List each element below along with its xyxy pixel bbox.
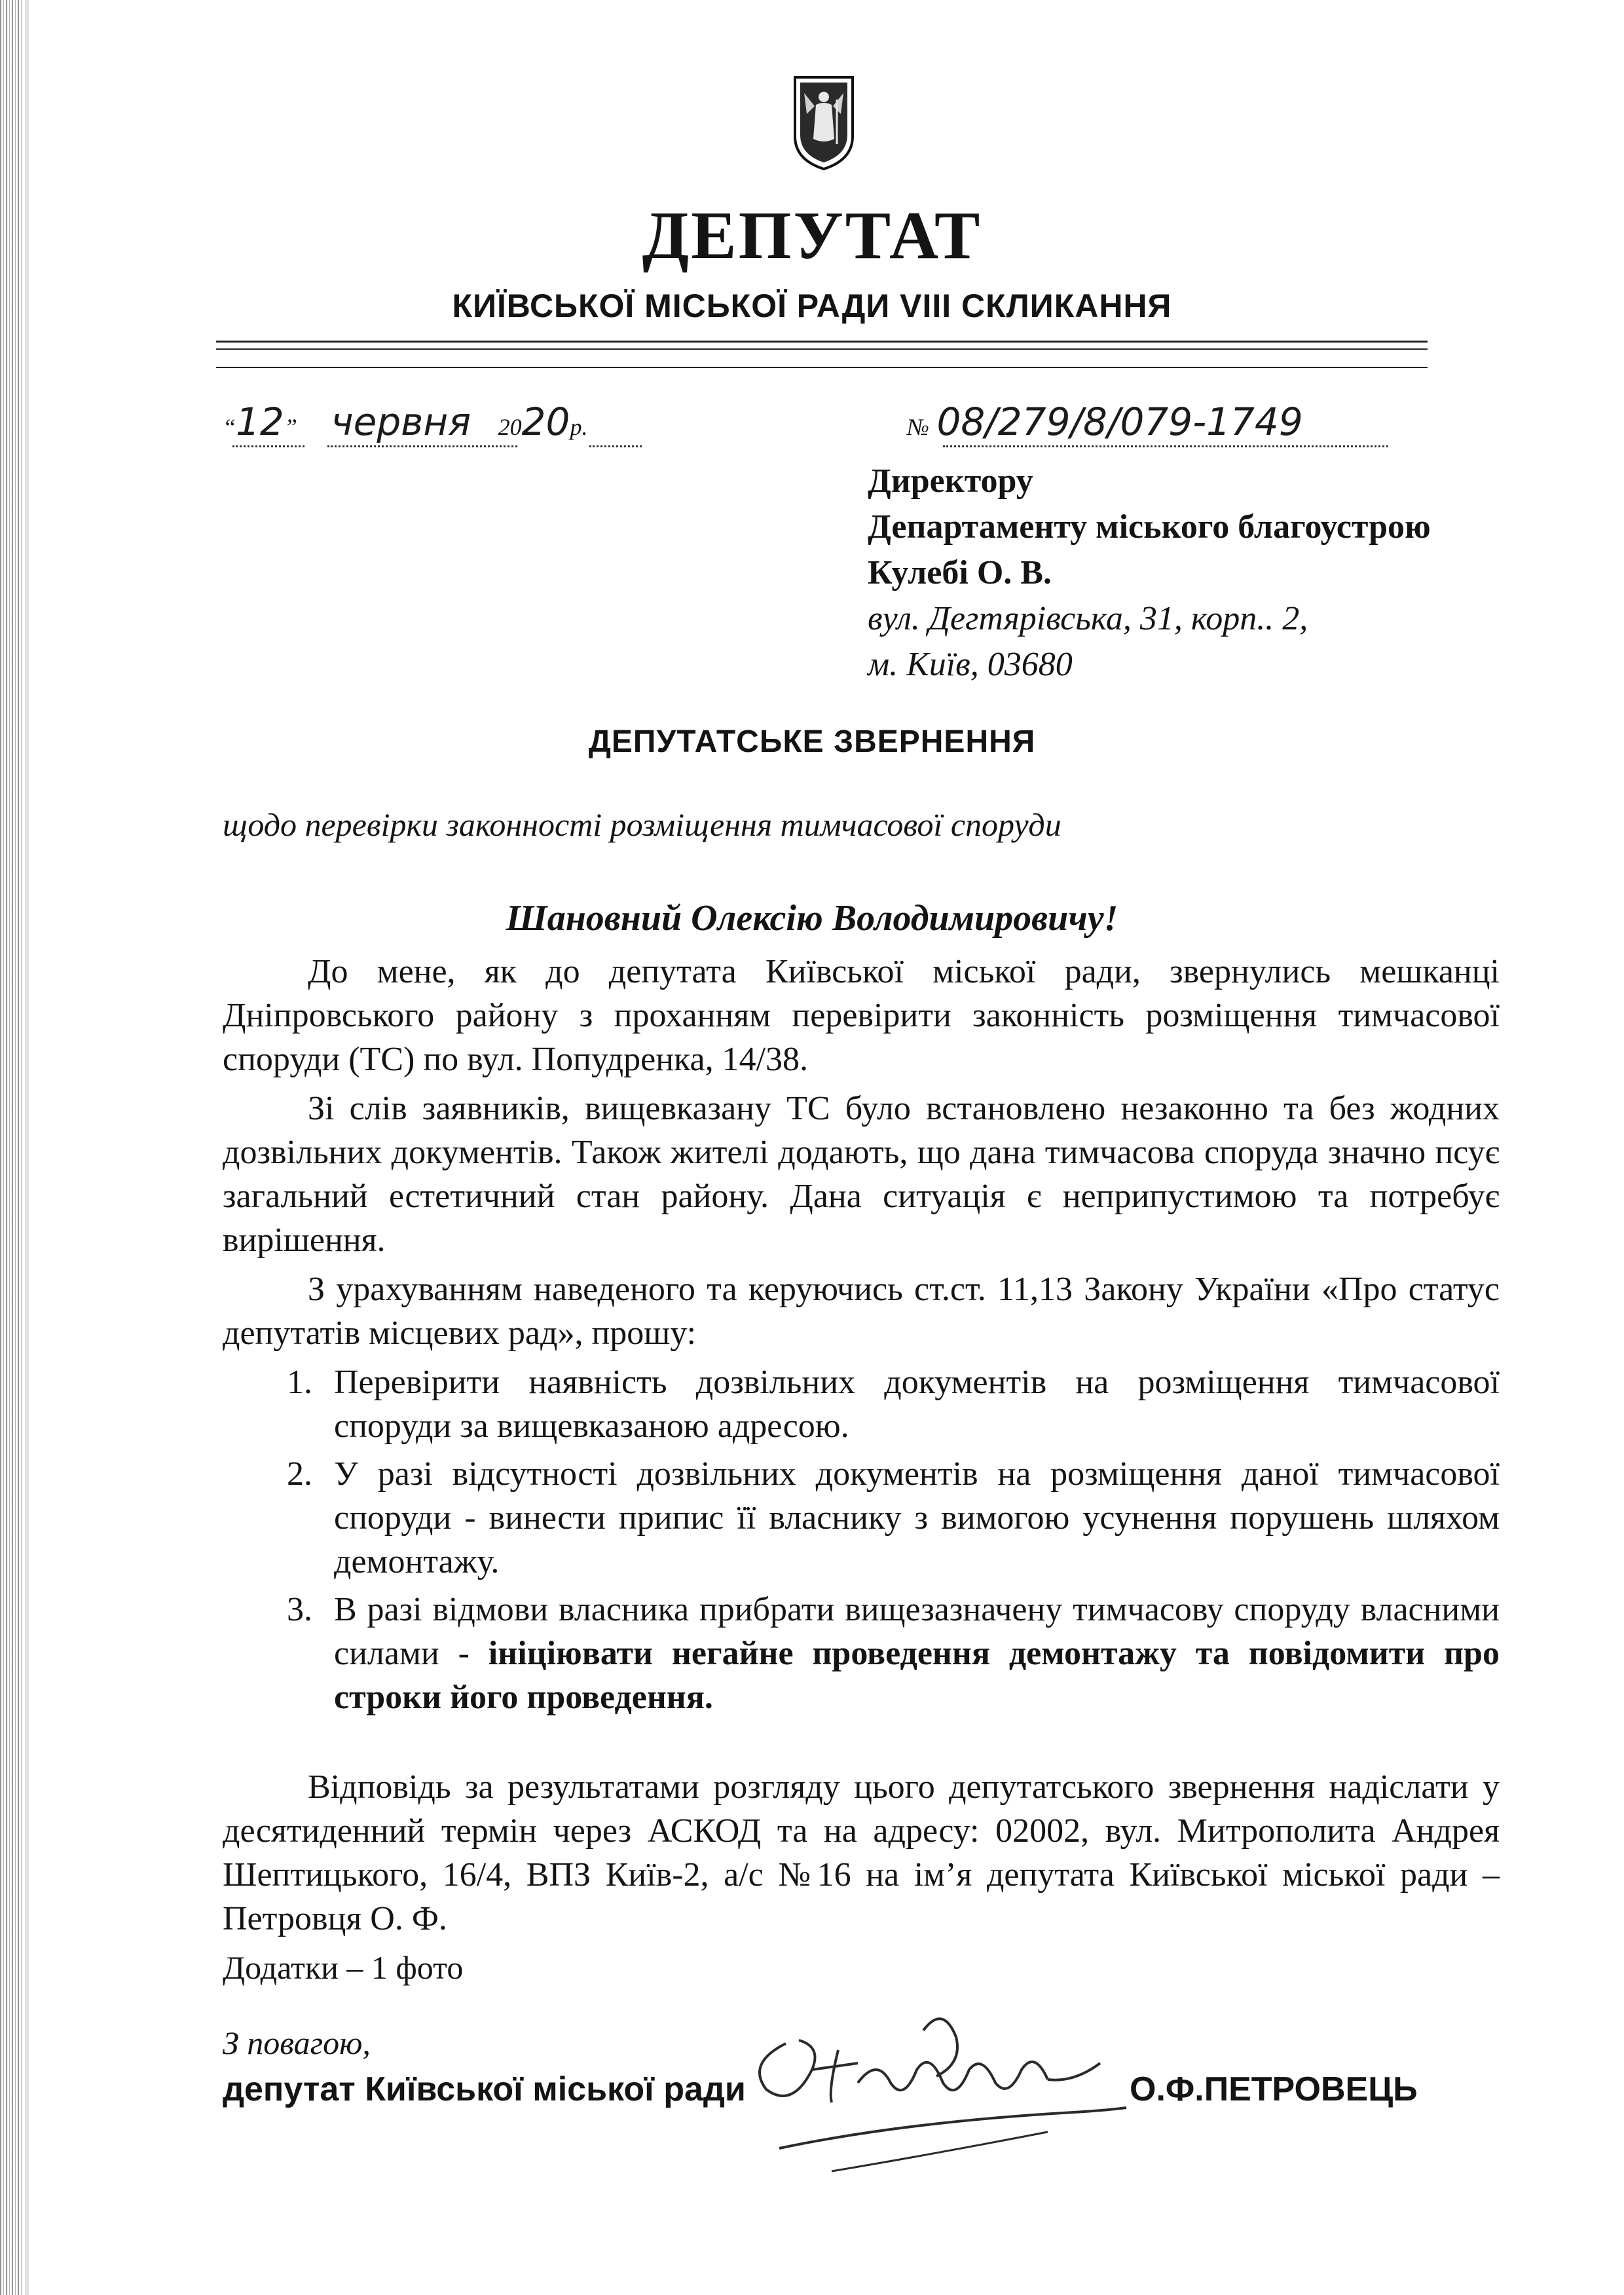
number-value: 08/279/8/079-1749	[936, 400, 1303, 444]
request-list	[223, 1360, 1500, 1719]
handwritten-signature	[707, 1991, 1166, 2201]
document-subtitle: КИЇВСЬКОЇ МІСЬКОЇ РАДИ VIII СКЛИКАННЯ	[452, 288, 1172, 324]
signer-name: О.Ф.ПЕТРОВЕЦЬ	[1130, 2070, 1418, 2108]
request-item: 2. У разі відсутності дозвільних документів на розміщення даної тимчасової споруди - винести припис її власнику з вимогою усунення порушень шляхом демонтажу.	[321, 1452, 1500, 1584]
appeal-heading: ДЕПУТАТСЬКЕ ЗВЕРНЕННЯ	[588, 724, 1036, 759]
header-divider	[216, 367, 1428, 368]
addressee-block	[868, 458, 1431, 688]
closing-phrase: З повагою,	[223, 2024, 371, 2061]
body-paragraph: Зі слів заявників, вищевказану ТС було встановлено незаконно та без жодних дозвільних документів. Також жителі додають, що дана тимчасова споруда значно псує загальний естетичний стан району. Дана ситуація є неприпустимою та потребує вирішення.	[223, 1090, 1500, 1259]
reply-instructions: Відповідь за результатами розгляду цього депутатського звернення надіслати у десятиденний термін через АСКОД та на адресу: 02002, вул. Митрополита Андрея Шептицького, 16/4, ВПЗ Київ-2, а/с №16 на ім’я депутата Київської міської ради – Петровця О. Ф.	[223, 1768, 1500, 1937]
attachments-note: Додатки – 1 фото	[223, 1949, 464, 1986]
date-underline	[232, 445, 304, 447]
date-underline	[327, 445, 517, 447]
header-divider	[216, 348, 1428, 350]
addressee-department: Департаменту міського благоустрою	[868, 508, 1431, 546]
scan-edge	[0, 0, 24, 2295]
date-month: червня	[331, 400, 471, 444]
request-item-text: В разі відмови власника прибрати вищезазначену тимчасову споруду власними силами -	[334, 1591, 1500, 1672]
number-label: №	[907, 414, 929, 440]
date-day: 12	[236, 400, 284, 444]
addressee-position: Директору	[868, 462, 1033, 500]
document-date: “12” червня 2020р.	[223, 400, 588, 444]
scan-edge-shadow	[25, 0, 29, 2295]
request-item	[321, 1588, 1500, 1719]
signer-role: депутат Київської міської ради	[223, 2070, 746, 2108]
salutation: Шановний Олексію Володимировичу!	[506, 898, 1118, 939]
appeal-subject: щодо перевірки законності розміщення тимчасової споруди	[223, 806, 1061, 843]
body-paragraph: До мене, як до депутата Київської міської ради, звернулись мешканці Дніпровського району з проханням перевірити законність розміщення тимчасової споруди (ТС) по вул. Попудренка, 14/38.	[223, 953, 1500, 1078]
kyiv-emblem-icon	[791, 73, 857, 172]
registration-number	[907, 400, 1303, 444]
date-year-unit: р.	[570, 414, 588, 440]
addressee-street: вул. Дегтярівська, 31, корп.. 2,	[868, 600, 1308, 637]
header-divider	[216, 341, 1428, 343]
request-item: 1. Перевірити наявність дозвільних документів на розміщення тимчасової споруди за вищевказаною адресою.	[321, 1360, 1500, 1448]
body-paragraph: З урахуванням наведеного та керуючись ст.ст. 11,13 Закону України «Про статус депутатів місцевих рад», прошу:	[223, 1271, 1500, 1352]
date-year-prefix: 20	[498, 414, 522, 440]
date-year-suffix: 20	[521, 400, 570, 444]
addressee-city: м. Київ, 03680	[868, 646, 1073, 683]
letter-body	[223, 950, 1500, 1946]
date-underline	[589, 445, 642, 447]
document-title: ДЕПУТАТ	[642, 198, 982, 273]
number-underline	[943, 445, 1388, 447]
addressee-name: Кулебі О. В.	[868, 554, 1052, 591]
request-item-emphasis: ініціювати негайне проведення демонтажу та повідомити про строки його проведення.	[334, 1635, 1500, 1716]
